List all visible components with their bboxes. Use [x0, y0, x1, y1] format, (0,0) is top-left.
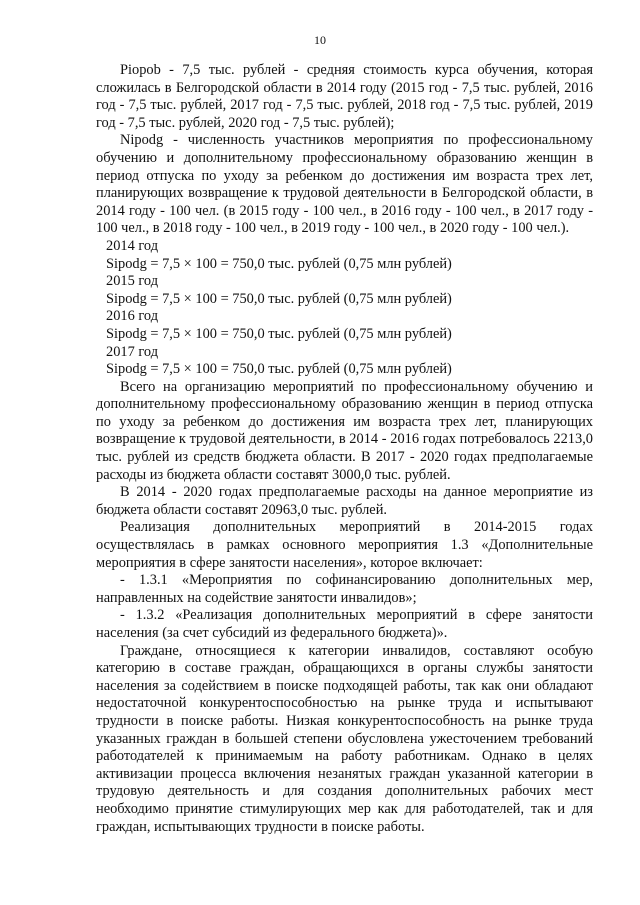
- calc-year-2014: 2014 год: [106, 237, 159, 254]
- page-number: 10: [314, 33, 326, 47]
- paragraph-cost-definition: Piopob - 7,5 тыс. рублей - средняя стоимость курса обучения, которая сложилась в Белгородской области в 2014 году (2015 год - 7,5 тыс. рублей, 2016 год - 7,5 тыс. рублей, 2017 год - 7,5 тыс. рублей, 2018 год - 7,5 тыс. рублей, 2019 год - 7,5 тыс. рублей, 2020 год - 7,5 тыс. рублей);: [96, 62, 593, 131]
- paragraph-disabled-citizens: Граждане, относящиеся к категории инвалидов, составляют особую категорию в составе граждан, обращающихся в органы службы занятости населения за содействием в поиске подходящей работы, так как они обладают недостаточной конкурентоспособностью на рынке труда и испытывают трудности в поиске работы. Низкая конкурентоспособность на рынке труда указанных граждан в большей степени обусловлена ужесточением требований работодателей к принимаемым на работу работникам. Однако в целях активизации процесса включения незанятых граждан указанной категории в трудовую деятельность и для создания дополнительных рабочих мест необходимо принятие стимулирующих мер как для работодателей, так и для граждан, испытывающих трудности в поиске работы.: [96, 642, 593, 835]
- calc-year-2017: 2017 год: [106, 343, 159, 360]
- calc-formula-2015: Sipodg = 7,5 × 100 = 750,0 тыс. рублей (0,75 млн рублей): [106, 290, 452, 307]
- paragraph-total-2014-2020: Всего на организацию мероприятий по профессиональному обучению и дополнительному профессиональному образованию женщин в период отпуска по уходу за ребенком до достижения им возраста трех лет, планирующих возвращение к трудовой деятельности, в 2014 - 2016 годах потребовалось 2213,0 тыс. рублей из средств бюджета области. В 2017 - 2020 годах предполагаемые расходы из бюджета области составят 3000,0 тыс. рублей.: [96, 378, 593, 483]
- list-item-1-3-1: - 1.3.1 «Мероприятия по софинансированию дополнительных мер, направленных на содействие занятости инвалидов»;: [96, 572, 593, 606]
- paragraph-budget-total: В 2014 - 2020 годах предполагаемые расходы на данное мероприятие из бюджета области составят 20963,0 тыс. рублей.: [96, 484, 593, 518]
- calc-formula-2014: Sipodg = 7,5 × 100 = 750,0 тыс. рублей (0,75 млн рублей): [106, 255, 452, 272]
- calc-formula-2017: Sipodg = 7,5 × 100 = 750,0 тыс. рублей (0,75 млн рублей): [106, 361, 452, 378]
- calc-year-2016: 2016 год: [106, 308, 159, 325]
- calc-formula-2016: Sipodg = 7,5 × 100 = 750,0 тыс. рублей (0,75 млн рублей): [106, 325, 452, 342]
- calc-year-2015: 2015 год: [106, 273, 159, 290]
- paragraph-participants-definition: Nipodg - численность участников мероприятия по профессиональному обучению и дополнительному профессиональному образованию женщин в период отпуска по уходу за ребенком до достижения им возраста трех лет, планирующих возвращение к трудовой деятельности в Белгородской области, в 2014 году - 100 чел. (в 2015 году - 100 чел., в 2016 году - 100 чел., в 2017 году - 100 чел., в 2018 году - 100 чел., в 2019 году - 100 чел., в 2020 году - 100 чел.).: [96, 132, 593, 237]
- list-item-1-3-2: - 1.3.2 «Реализация дополнительных мероприятий в сфере занятости населения (за счет субсидий из федерального бюджета)».: [96, 607, 593, 641]
- paragraph-additional-measures: Реализация дополнительных мероприятий в 2014-2015 годах осуществлялась в рамках основного мероприятия 1.3 «Дополнительные мероприятия в сфере занятости населения», которое включает:: [96, 519, 593, 571]
- document-body: [96, 62, 593, 836]
